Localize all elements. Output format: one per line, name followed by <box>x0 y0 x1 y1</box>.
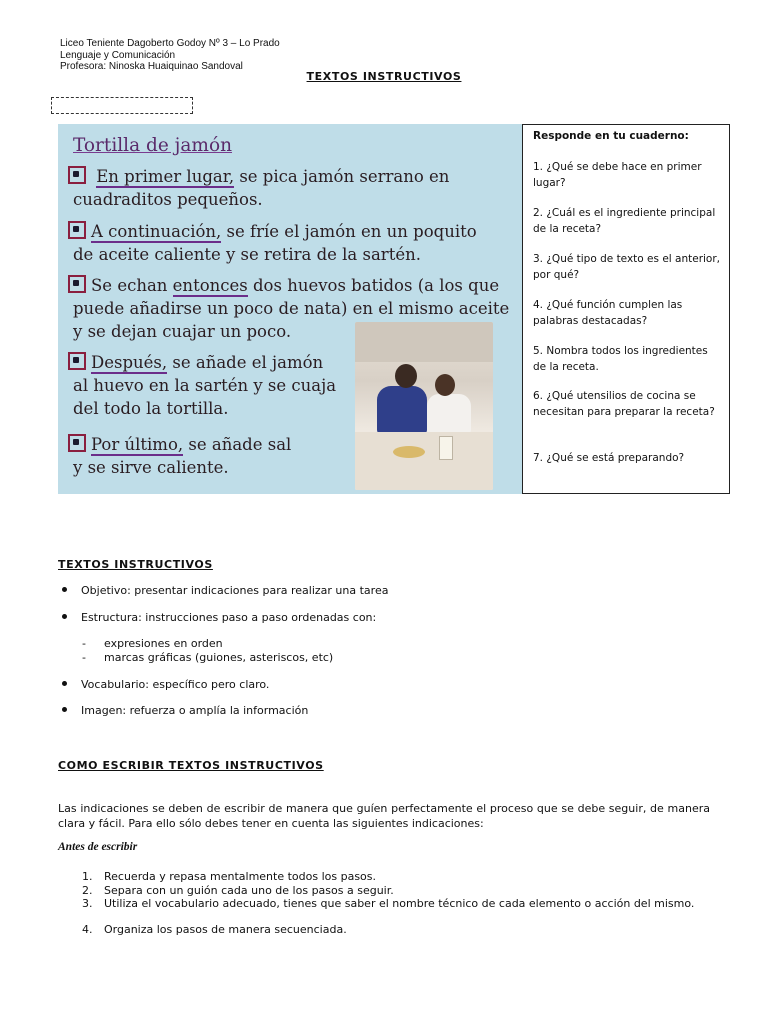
bullet-dot-icon <box>62 707 67 712</box>
section-title: COMO ESCRIBIR TEXTOS INSTRUCTIVOS <box>58 759 324 772</box>
page-title: TEXTOS INSTRUCTIVOS <box>306 70 462 83</box>
school-name: Liceo Teniente Dagoberto Godoy Nº 3 – Lo Prado <box>60 38 280 49</box>
step-keyword: Después, <box>91 353 168 372</box>
recipe-step-2: A continuación, se fríe el jamón en un poquito <box>68 221 477 241</box>
recipe-step-line: del todo la tortilla. <box>73 399 229 418</box>
bullet-dot-icon <box>62 614 67 619</box>
recipe-step-line: cuadraditos pequeños. <box>73 190 263 209</box>
bullet-item: Imagen: refuerza o amplía la información <box>62 704 308 717</box>
recipe-step-5: Por último, se añade sal <box>68 434 291 454</box>
sub-item: - expresiones en orden <box>82 637 223 650</box>
checkbox-bullet-icon <box>68 221 86 239</box>
numbered-step: 3. Utiliza el vocabulario adecuado, tienes que saber el nombre técnico de cada elemento o acción del mismo. <box>82 897 695 910</box>
step-keyword: A continuación, <box>91 222 222 241</box>
recipe-step-1: En primer lugar, se pica jamón serrano en <box>68 166 449 186</box>
checkbox-bullet-icon <box>68 275 86 293</box>
recipe-step-3: Se echan entonces dos huevos batidos (a los que <box>68 275 499 295</box>
bullet-item: Objetivo: presentar indicaciones para realizar una tarea <box>62 584 388 597</box>
subsection-label: Antes de escribir <box>58 841 138 853</box>
checkbox-bullet-icon <box>68 352 86 370</box>
subject-name: Lenguaje y Comunicación <box>60 49 176 61</box>
teacher-name: Profesora: Ninoska Huaiquinao Sandoval <box>60 61 243 72</box>
kids-cooking-photo <box>355 322 493 490</box>
checkbox-bullet-icon <box>68 434 86 452</box>
section-title: TEXTOS INSTRUCTIVOS <box>58 558 213 571</box>
questions-title: Responde en tu cuaderno: <box>533 130 689 142</box>
recipe-title: Tortilla de jamón <box>73 135 233 156</box>
step-keyword: entonces <box>172 276 248 295</box>
recipe-step-line: puede añadirse un poco de nata) en el mismo aceite <box>73 299 510 318</box>
question-item: 3. ¿Qué tipo de texto es el anterior, por qué? <box>533 253 721 281</box>
numbered-step: 1. Recuerda y repasa mentalmente todos los pasos. <box>82 870 377 883</box>
question-item: 5. Nombra todos los ingredientes de la receta. <box>533 345 708 373</box>
step-keyword: Por último, <box>91 435 184 454</box>
bullet-dot-icon <box>62 681 67 686</box>
name-field-box <box>51 97 193 114</box>
bullet-item: Vocabulario: específico pero claro. <box>62 678 269 691</box>
bullet-dot-icon <box>62 587 67 592</box>
recipe-step-line: y se dejan cuajar un poco. <box>73 322 292 341</box>
sub-item: - marcas gráficas (guiones, asteriscos, etc) <box>82 651 334 664</box>
instructions-paragraph: Las indicaciones se deben de escribir de manera que guíen perfectamente el proceso que se debe seguir, de manera clara y fácil. Para ello sólo debes tener en cuenta las siguientes indicaciones: <box>58 802 710 830</box>
document-header <box>60 38 280 73</box>
recipe-step-line: y se sirve caliente. <box>73 458 229 477</box>
question-item: 4. ¿Qué función cumplen las palabras destacadas? <box>533 299 683 327</box>
recipe-image <box>58 124 522 494</box>
questions-box <box>522 124 730 494</box>
question-item: 7. ¿Qué se está preparando? <box>533 452 685 464</box>
recipe-step-line: al huevo en la sartén y se cuaja <box>73 376 337 395</box>
question-item: 6. ¿Qué utensilios de cocina se necesitan para preparar la receta? <box>533 390 715 418</box>
question-item: 2. ¿Cuál es el ingrediente principal de la receta? <box>533 207 716 235</box>
checkbox-bullet-icon <box>68 166 86 184</box>
step-keyword: En primer lugar, <box>96 167 235 186</box>
recipe-step-4: Después, se añade el jamón <box>68 352 323 372</box>
numbered-step: 4. Organiza los pasos de manera secuenciada. <box>82 923 347 936</box>
recipe-step-line: de aceite caliente y se retira de la sartén. <box>73 245 421 264</box>
numbered-step: 2. Separa con un guión cada uno de los pasos a seguir. <box>82 884 394 897</box>
bullet-item: Estructura: instrucciones paso a paso ordenadas con: <box>62 611 376 624</box>
question-item: 1. ¿Qué se debe hace en primer lugar? <box>533 161 702 189</box>
